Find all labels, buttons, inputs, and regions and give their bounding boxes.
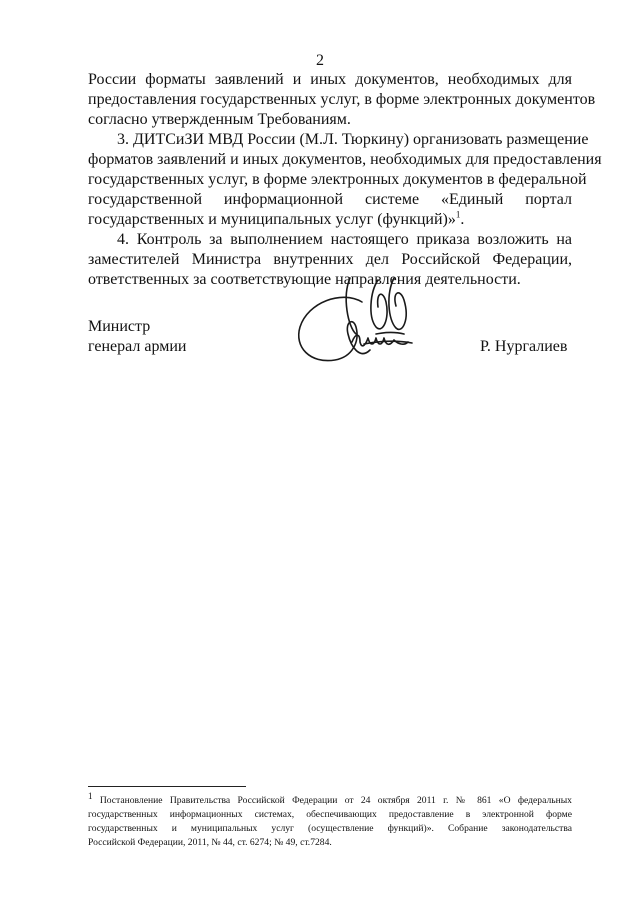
handwritten-signature bbox=[290, 272, 430, 372]
footnote-line: государственных информационных системах, обеспечивающих предоставление в электронной форме bbox=[88, 809, 572, 820]
paragraph-line: предоставления государственных услуг, в форме электронных документов bbox=[88, 91, 596, 108]
paragraph-line: 3. ДИТСиЗИ МВД России (М.Л. Тюркину) организовать размещение bbox=[117, 131, 589, 148]
paragraph-line: 4. Контроль за выполнением настоящего приказа возложить на bbox=[117, 231, 572, 248]
paragraph-line: России форматы заявлений и иных документов, необходимых для bbox=[88, 71, 572, 88]
paragraph-line: форматов заявлений и иных документов, необходимых для предоставления bbox=[88, 151, 602, 168]
paragraph-line bbox=[88, 210, 572, 230]
footnote-number: 1 bbox=[88, 790, 93, 801]
signatory-title: Министр bbox=[88, 318, 151, 335]
footnote-marker: 1 bbox=[455, 209, 461, 220]
paragraph-text: государственных и муниципальных услуг (функций)» bbox=[88, 211, 456, 228]
footnote-divider bbox=[88, 786, 246, 787]
signatory-name: Р. Нургалиев bbox=[480, 338, 568, 355]
page-number: 2 bbox=[316, 52, 324, 69]
paragraph-line: согласно утвержденным Требованиям. bbox=[88, 111, 351, 128]
paragraph-line: государственных услуг, в форме электронных документов в федеральной bbox=[88, 171, 587, 188]
signatory-rank: генерал армии bbox=[88, 338, 187, 355]
footnote-line: государственных и муниципальных услуг (осуществление функций)». Собрание законодательства bbox=[88, 823, 572, 834]
paragraph-line: ответственных за соответствующие направления деятельности. bbox=[88, 271, 521, 288]
footnote-line: Российской Федерации, 2011, № 44, ст. 6274; № 49, ст.7284. bbox=[88, 837, 332, 848]
paragraph-line: государственной информационной системе «Единый портал bbox=[88, 191, 572, 208]
footnote-text: Постановление Правительства Российской Федерации от 24 октября 2011 г. № 861 «О федеральных bbox=[99, 795, 572, 806]
footnote-line bbox=[88, 790, 572, 808]
paragraph-line: заместителей Министра внутренних дел Российской Федерации, bbox=[88, 251, 572, 268]
paragraph-text: . bbox=[460, 211, 465, 228]
